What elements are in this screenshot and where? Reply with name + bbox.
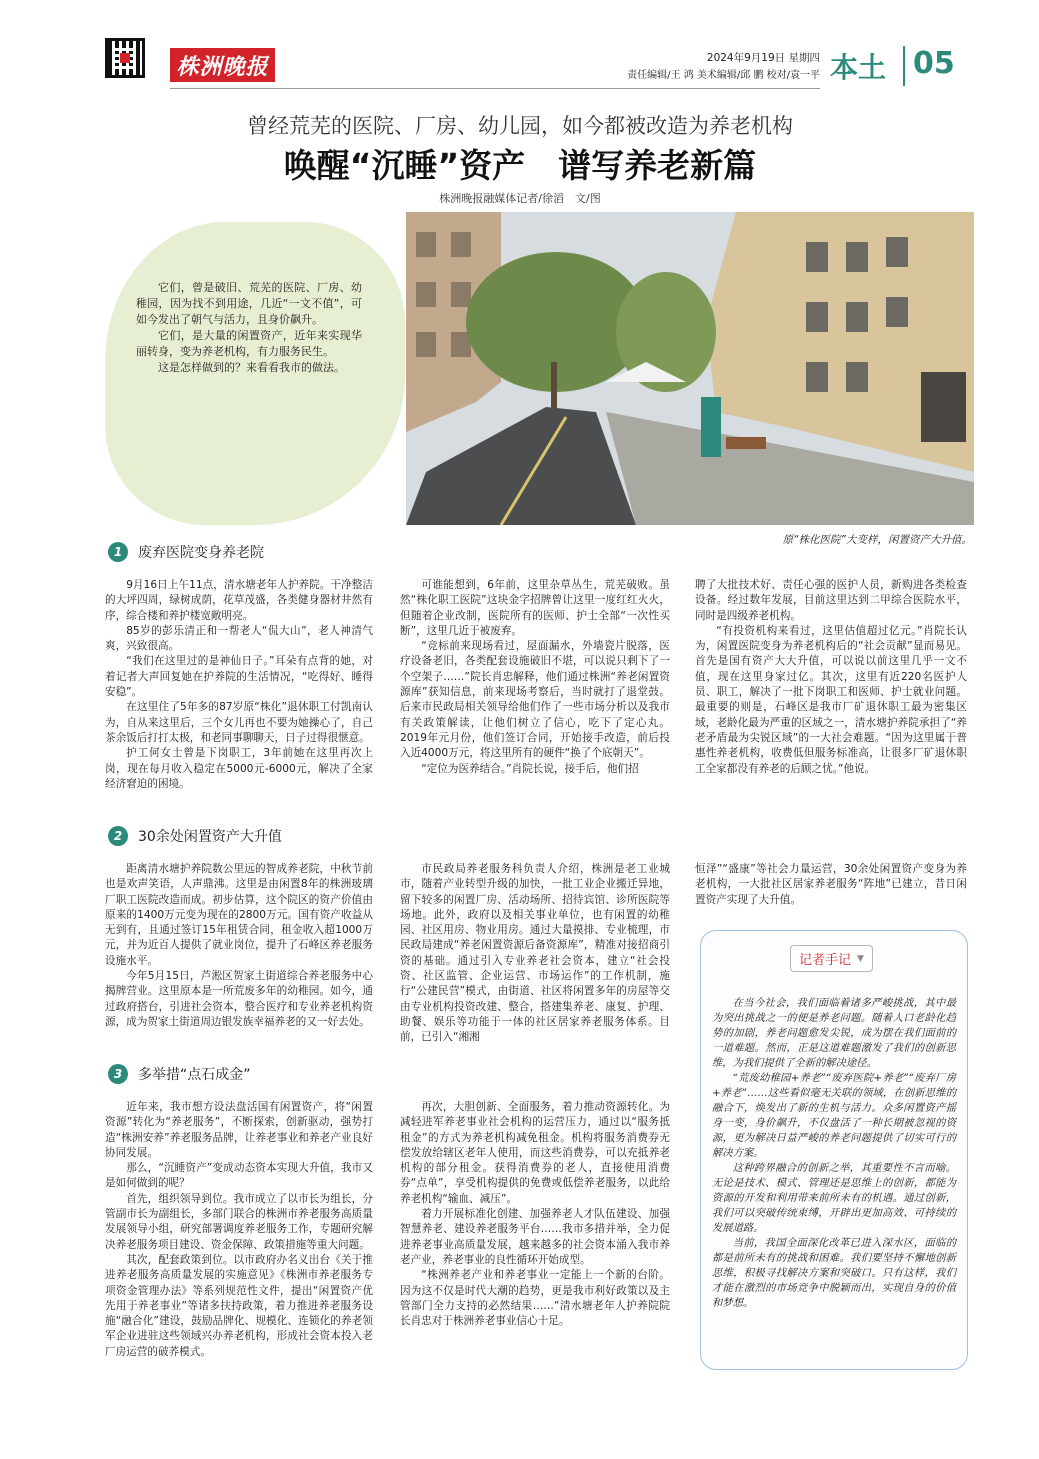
section-3-header bbox=[108, 1064, 251, 1084]
paragraph: “竞标前来现场看过，屋面漏水，外墙瓷片脱落，医疗设备老旧，各类配套设施破旧不堪，可以说只剩下了一个空架子……”院长肖忠解释，他们通过株洲“养老闲置资源库”获知信息，前来现场考察后，当时就打了退堂鼓。后来市民政局相关领导给他们作了一些市场分析以及我市有关政策解读，让他们树立了信心，吃下了定心丸。2019年元月份，他们签订合同，开始接手改造，前后投入近4000万元，将这里所有的硬件“换了个底朝天”。 bbox=[400, 640, 670, 760]
section-number: 1 bbox=[108, 542, 128, 562]
intro-text bbox=[136, 280, 362, 376]
section-1-column-1 bbox=[105, 578, 373, 792]
chevron-down-icon: ▼ bbox=[857, 953, 864, 964]
paragraph: 距离清水塘护养院数公里远的智成养老院，中秋节前也是欢声笑语，人声鼎沸。这里是由闲置8年的株洲玻璃厂职工医院改造而成。初步估算，这个院区的资产价值由原来的1400万元变为现在的2800万元。国有资产收益从无到有，且通过签订15年租赁合同，租金收入超1000万元，并为近百人提供了就业岗位，提升了石峰区养老服务设施水平。 bbox=[105, 863, 373, 967]
paragraph: 着力开展标准化创建、加强养老人才队伍建设、加强智慧养老、建设养老服务平台……我市多措并举，全力促进养老事业高质量发展，越来越多的社会资本涌入我市养老产业，养老事业的良性循环开始成型。 bbox=[400, 1208, 670, 1266]
paragraph: 9月16日上午11点，清水塘老年人护养院。干净整洁的大坪四周，绿树成荫，花草茂盛，各类健身器材井然有序，综合楼和养护楼宽敞明亮。 bbox=[105, 579, 373, 622]
reporter-note-text bbox=[712, 996, 956, 1311]
photo-illustration bbox=[406, 212, 974, 525]
paragraph: 再次，大胆创新、全面服务，着力推动资源转化。为减轻进军养老事业社会机构的运营压力，通过以“服务抵租金”的方式为养老机构减免租金。机构将服务消费券无偿发放给辖区老年人使用，而这些消费券，可以充抵养老机构的部分租金。获得消费券的老人，直接使用消费券“点单”，享受机构提供的免费或低偿养老服务，以此给养老机构“输血、减压”。 bbox=[400, 1101, 670, 1205]
intro-paragraph: 它们，曾是破旧、荒芜的医院、厂房、幼稚园，因为找不到用途，几近“一文不值”，可如今发出了朝气与活力，且身价飙升。 bbox=[136, 281, 362, 326]
note-paragraph: 当前，我国全面深化改革已进入深水区，面临的都是前所未有的挑战和困难。我们要坚持不懈地创新思维，积极寻找解决方案和突破口。只有这样，我们才能在激烈的市场竞争中脱颖而出，实现自身的价值和梦想。 bbox=[712, 1237, 956, 1309]
paragraph: 85岁的彭乐清正和一帮老人“侃大山”，老人神清气爽，兴致很高。 bbox=[105, 624, 373, 653]
paragraph: 今年5月15日，芦淞区贺家土街道综合养老服务中心揭牌营业。这里原本是一所荒废多年的幼稚园。如今，通过政府搭台，引进社会资本，整合医疗和专业养老机构资源，成为贺家土街道周边银发族幸福养老的又一好去处。 bbox=[105, 970, 373, 1028]
section-title: 30余处闲置资产大升值 bbox=[138, 829, 282, 845]
section-title: 废弃医院变身养老院 bbox=[138, 545, 264, 561]
paragraph: “定位为医养结合。”肖院长说，接手后，他们招 bbox=[421, 762, 639, 775]
paragraph: 在这里住了5年多的87岁原“株化”退休职工付凯南认为，自从来这里后，三个女儿再也不要为她操心了，自己茶余饭后打打太极，和老同事聊聊天，日子过得很惬意。 bbox=[105, 701, 373, 744]
section-2-column-1 bbox=[105, 862, 373, 1030]
note-paragraph: 这种跨界融合的创新之举，其重要性不言而喻。无论是技术、模式、管理还是思维上的创新，都能为资源的开发和利用带来前所未有的机遇。通过创新，我们可以突破传统束缚，开辟出更加高效、可持续的发展道路。 bbox=[712, 1162, 956, 1234]
paragraph: 聘了大批技术好、责任心强的医护人员，新购进各类检查设备。经过数年发展，目前这里达到二甲综合医院水平，同时是四级养老机构。 bbox=[695, 579, 967, 622]
paragraph: “有投资机构来看过，这里估值超过亿元。”肖院长认为，闲置医院变身为养老机构后的“社会贡献”显而易见。首先是国有资产大大升值，可以说以前这里几乎一文不值，现在这里身家过亿。其次，这里有近220名医护人员、职工，解决了一批下岗职工和医师、护士就业问题。最重要的则是，石峰区是我市厂矿退休职工最为密集区域，老龄化最为严重的区域之一，清水塘护养院承担了“养老矛盾最为尖锐区域”的一大社会难题。“因为这里属于普惠性养老机构，收费低但服务标准高，让很多厂矿退休职工全家都没有养老的后顾之忧。”他说。 bbox=[695, 624, 967, 775]
section-number: 2 bbox=[108, 826, 128, 846]
qr-code bbox=[105, 38, 145, 78]
nursing-home-photo bbox=[406, 212, 974, 525]
section-1-column-3 bbox=[695, 578, 967, 777]
paragraph: 那么，“沉睡资产”变成动态资本实现大升值，我市又是如何做到的呢？ bbox=[105, 1162, 373, 1190]
section-title: 多举措“点石成金” bbox=[138, 1067, 251, 1083]
note-paragraph: 在当今社会，我们面临着诸多严峻挑战，其中最为突出挑战之一的便是养老问题。随着人口老龄化趋势的加剧，养老问题愈发尖锐，成为摆在我们面前的一道难题。然而，正是这道难题激发了我们的创新思维，为我们提供了全新的解决途径。 bbox=[712, 997, 956, 1069]
intro-paragraph: 这是怎样做到的？来看看我市的做法。 bbox=[158, 361, 345, 374]
newspaper-logo: 株洲晚报 bbox=[170, 48, 275, 82]
photo-caption: 原“株化医院”大变样，闲置资产大升值。 bbox=[782, 534, 972, 546]
intro-paragraph: 它们，是大量的闲置资产，近年来实现华丽转身，变为养老机构，有力服务民生。 bbox=[136, 329, 362, 358]
paragraph: “我们在这里过的是神仙日子。”耳朵有点背的她，对着记者大声回复她在护养院的生活情况，“吃得好、睡得安稳”。 bbox=[105, 655, 373, 699]
paragraph: 首先，组织领导到位。我市成立了以市长为组长，分管副市长为副组长，多部门联合的株洲市养老服务高质量发展领导小组，研究部署调度养老服务工作，专题研究解决养老服务项目建设、资金保障、政策措施等重大问题。 bbox=[105, 1192, 373, 1251]
section-2-column-3 bbox=[695, 862, 967, 908]
paragraph: “株洲养老产业和养老事业一定能上一个新的台阶。因为这不仅是时代大潮的趋势，更是我市利好政策以及主管部门全力支持的必然结果……”清水塘老年人护养院院长肖忠对于株洲养老事业信心十足。 bbox=[400, 1269, 670, 1328]
paragraph: 恒泽”“盛康”等社会力量运营，30余处闲置资产变身为养老机构，一大批社区居家养老服务“阵地”已建立，昔日闲置资产实现了大升值。 bbox=[695, 863, 967, 906]
section-3-column-2 bbox=[400, 1100, 670, 1329]
note-paragraph: “荒废幼稚园+养老”“废弃医院+养老”“废弃厂房+养老”……这些看似毫无关联的领域，在创新思维的融合下，焕发出了新的生机与活力。众多闲置资产摇身一变，身价飙升，不仅盘活了一种长期被忽视的资源，更为解决日益严峻的养老问题提供了切实可行的解决方案。 bbox=[712, 1072, 956, 1159]
section-divider bbox=[903, 46, 905, 86]
paragraph: 可谁能想到，6年前，这里杂草丛生，荒芜破败。虽然“株化职工医院”这块金字招牌曾让这里一度红红火火，但随着企业改制，医院所有的医师、护士全部“一次性买断”，这里几近于被废弃。 bbox=[400, 579, 670, 637]
section-1-header bbox=[108, 542, 264, 562]
headline-title: 唤醒“沉睡”资产 谱写养老新篇 bbox=[283, 146, 757, 185]
editors-credit: 责任编辑/王 鸿 美术编辑/邱 鹏 校对/袁一平 bbox=[627, 70, 820, 81]
section-number: 3 bbox=[108, 1064, 128, 1084]
reporter-note-label bbox=[790, 945, 873, 972]
reporter-note-title: 记者手记 bbox=[799, 953, 852, 968]
byline: 株洲晚报融媒体记者/徐滔 文/图 bbox=[439, 192, 601, 205]
section-1-column-2 bbox=[400, 578, 670, 777]
section-2-header bbox=[108, 826, 282, 846]
section-3-column-1 bbox=[105, 1100, 373, 1360]
section-2-column-2 bbox=[400, 862, 670, 1046]
paragraph: 近年来，我市想方设法盘活国有闲置资产，将“闲置资源”转化为“养老服务”，不断探索，创新驱动，强势打造“株洲安养”养老服务品牌，让养老事业和养老产业良好协同发展。 bbox=[105, 1101, 373, 1159]
headline-subtitle: 曾经荒芜的医院、厂房、幼儿园，如今都被改造为养老机构 bbox=[247, 114, 793, 138]
paragraph: 市民政局养老服务科负责人介绍，株洲是老工业城市，随着产业转型升级的加快，一批工业企业搬迁异地，留下较多的闲置厂房、活动场所、招待宾馆、诊所医院等场地。此外，政府以及相关事业单位，也有闲置的幼稚园、社区用房、物业用房。通过大量摸排、专业梳理，市民政局建成“养老闲置资源后备资源库”，精准对接招商引资的基础。通过引入专业养老社会资本，建立“社会投资、社区监管、企业运营、市场运作”的工作机制，施行“公建民营”模式，由街道、社区将闲置多年的房屋等交由专业机构投资改建、整合，搭建集养老、康复、护理、助餐、娱乐等功能于一体的社区居家养老服务体系。目前，已引入“湘湘 bbox=[400, 863, 670, 1044]
issue-date: 2024年9月19日 星期四 bbox=[706, 52, 820, 64]
header-divider bbox=[170, 88, 820, 89]
page-number: 05 bbox=[913, 46, 955, 81]
paragraph: 护工何女士曾是下岗职工，3年前她在这里再次上岗，现在每月收入稳定在5000元-6000元，解决了全家经济窘迫的困境。 bbox=[105, 747, 373, 790]
paragraph: 其次，配套政策到位。以市政府办名义出台《关于推进养老服务高质量发展的实施意见》《株洲市养老服务专项资金管理办法》等系列规范性文件，提出“闲置资产优先用于养老事业”等诸多扶持政策，着力推进养老服务设施“融合化”建设，鼓励品牌化、规模化、连锁化的养老领军企业进驻这些领域兴办养老机构，形成社会资本投入老厂房运营的破荞模式。 bbox=[105, 1253, 373, 1358]
section-name: 本土 bbox=[830, 51, 887, 84]
